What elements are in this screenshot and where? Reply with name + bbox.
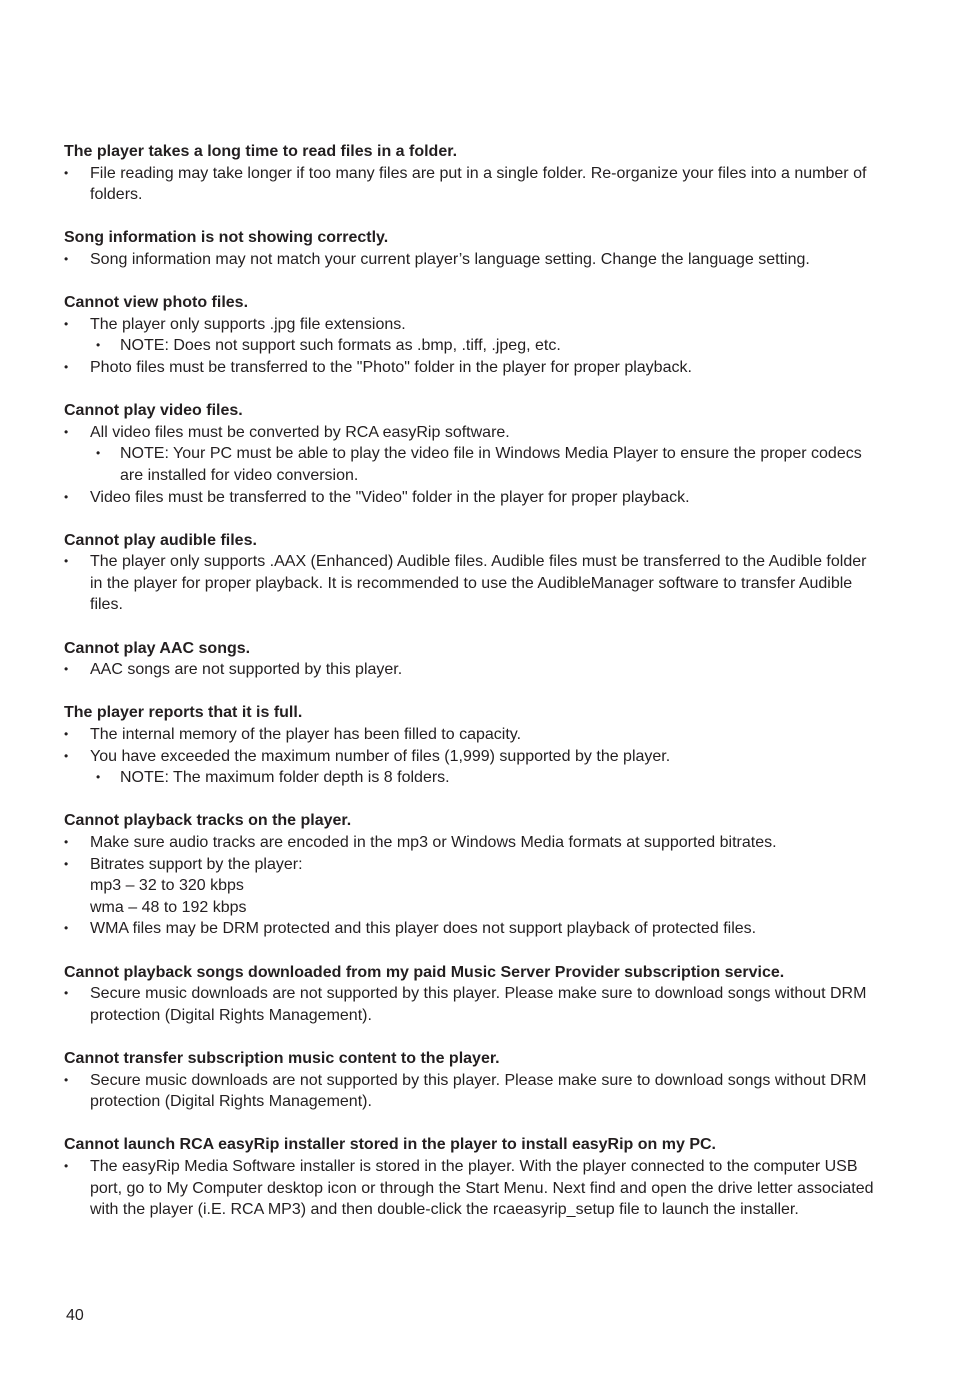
- bullet-text: AAC songs are not supported by this player.: [90, 661, 403, 679]
- bullet-item: [64, 487, 874, 509]
- troubleshooting-section: [64, 1134, 874, 1220]
- bullet-item: [64, 724, 874, 746]
- bullet-item: [64, 918, 874, 940]
- bullet-list: [64, 314, 874, 379]
- note-item: • NOTE: Does not support such formats as .bmp, .tiff, .jpeg, etc.: [90, 335, 874, 357]
- troubleshooting-content: [64, 141, 874, 1242]
- bullet-text: The player only supports .jpg file extensions.: [90, 315, 406, 333]
- bullet-item: [64, 854, 874, 919]
- section-heading: The player reports that it is full.: [64, 704, 303, 722]
- bullet-text: Secure music downloads are not supported by this player. Please make sure to download songs without DRM protection (Digital Rights Management).: [90, 985, 867, 1024]
- bullet-item: [64, 659, 874, 681]
- bullet-text: All video files must be converted by RCA easyRip software.: [90, 423, 510, 441]
- bullet-list: [64, 422, 874, 508]
- section-heading: Cannot play audible files.: [64, 531, 257, 549]
- bullet-text: Song information may not match your current player’s language setting. Change the language setting.: [90, 250, 810, 268]
- section-heading: Song information is not showing correctly.: [64, 229, 389, 247]
- troubleshooting-section: [64, 227, 874, 270]
- section-heading: Cannot transfer subscription music content to the player.: [64, 1049, 500, 1067]
- bullet-text: Secure music downloads are not supported by this player. Please make sure to download songs without DRM protection (Digital Rights Management).: [90, 1071, 867, 1111]
- bullet-text: The easyRip Media Software installer is stored in the player. With the player connected to the computer USB port, go to My Computer desktop icon or through the Start Menu. Next find and open the drive letter associated with the player (i.E. RCA MP3) and then double-click the rcaeasyrip_setup file to launch the installer.: [90, 1157, 874, 1219]
- troubleshooting-section: [64, 292, 874, 378]
- bullet-item: [64, 1070, 874, 1113]
- bitrate-line: wma – 48 to 192 kbps: [90, 898, 247, 916]
- section-heading: Cannot play AAC songs.: [64, 639, 251, 657]
- bullet-text: Photo files must be transferred to the "Photo" folder in the player for proper playback.: [90, 358, 692, 376]
- bullet-text: File reading may take longer if too many files are put in a single folder. Re-organize your files into a number of folders.: [90, 164, 867, 204]
- troubleshooting-section: [64, 400, 874, 508]
- bullet-item: [64, 249, 874, 271]
- bullet-item: [64, 551, 874, 616]
- bullet-text: WMA files may be DRM protected and this player does not support playback of protected files.: [90, 920, 757, 938]
- bullet-item: [64, 314, 874, 357]
- bullet-item: [64, 357, 874, 379]
- bullet-list: [64, 659, 874, 681]
- troubleshooting-section: [64, 702, 874, 788]
- bullet-text: The internal memory of the player has been filled to capacity.: [90, 726, 522, 744]
- bullet-item: [64, 983, 874, 1026]
- bullet-list: [64, 1070, 874, 1113]
- bullet-item: [64, 746, 874, 789]
- section-heading: Cannot launch RCA easyRip installer stored in the player to install easyRip on my PC.: [64, 1136, 716, 1154]
- bullet-list: [64, 249, 874, 271]
- section-heading: The player takes a long time to read files in a folder.: [64, 143, 458, 160]
- troubleshooting-section: [64, 638, 874, 681]
- section-heading: Cannot playback tracks on the player.: [64, 812, 352, 830]
- sub-bullet-list: [90, 335, 874, 357]
- page-number: 40: [66, 1307, 84, 1324]
- troubleshooting-section: [64, 962, 874, 1027]
- bullet-list: [64, 832, 874, 940]
- bullet-list: [64, 551, 874, 616]
- section-heading: Cannot view photo files.: [64, 294, 249, 312]
- bullet-text: The player only supports .AAX (Enhanced) Audible files. Audible files must be transferred to the Audible folder in the player for proper playback. It is recommended to use the AudibleManager software to transfer Audible files.: [90, 553, 867, 614]
- sub-bullet-list: [90, 767, 874, 789]
- bullet-item: [64, 832, 874, 854]
- bullet-text: Video files must be transferred to the "Video" folder in the player for proper playback.: [90, 488, 690, 506]
- sub-bullet-list: [90, 443, 874, 486]
- bullet-item: [64, 163, 874, 206]
- section-heading: Cannot playback songs downloaded from my paid Music Server Provider subscription service.: [64, 963, 785, 981]
- bullet-list: [64, 983, 874, 1026]
- bullet-text: Bitrates support by the player:: [90, 855, 303, 873]
- bullet-item: [64, 422, 874, 487]
- bullet-item: [64, 1156, 874, 1221]
- bullet-text: Make sure audio tracks are encoded in the mp3 or Windows Media formats at supported bitrates.: [90, 834, 777, 851]
- bullet-list: [64, 1156, 874, 1221]
- bullet-text: You have exceeded the maximum number of files (1,999) supported by the player.: [90, 747, 671, 765]
- troubleshooting-section: [64, 1048, 874, 1113]
- bitrate-line: mp3 – 32 to 320 kbps: [90, 877, 244, 895]
- bullet-list: [64, 724, 874, 789]
- troubleshooting-section: [64, 141, 874, 206]
- section-heading: Cannot play video files.: [64, 402, 243, 420]
- bullet-list: [64, 163, 874, 206]
- troubleshooting-section: [64, 810, 874, 940]
- note-item: • NOTE: Your PC must be able to play the video file in Windows Media Player to ensure the proper codecs are installed for video conversion.: [90, 443, 874, 486]
- note-item: • NOTE: The maximum folder depth is 8 folders.: [90, 767, 874, 789]
- troubleshooting-section: [64, 530, 874, 616]
